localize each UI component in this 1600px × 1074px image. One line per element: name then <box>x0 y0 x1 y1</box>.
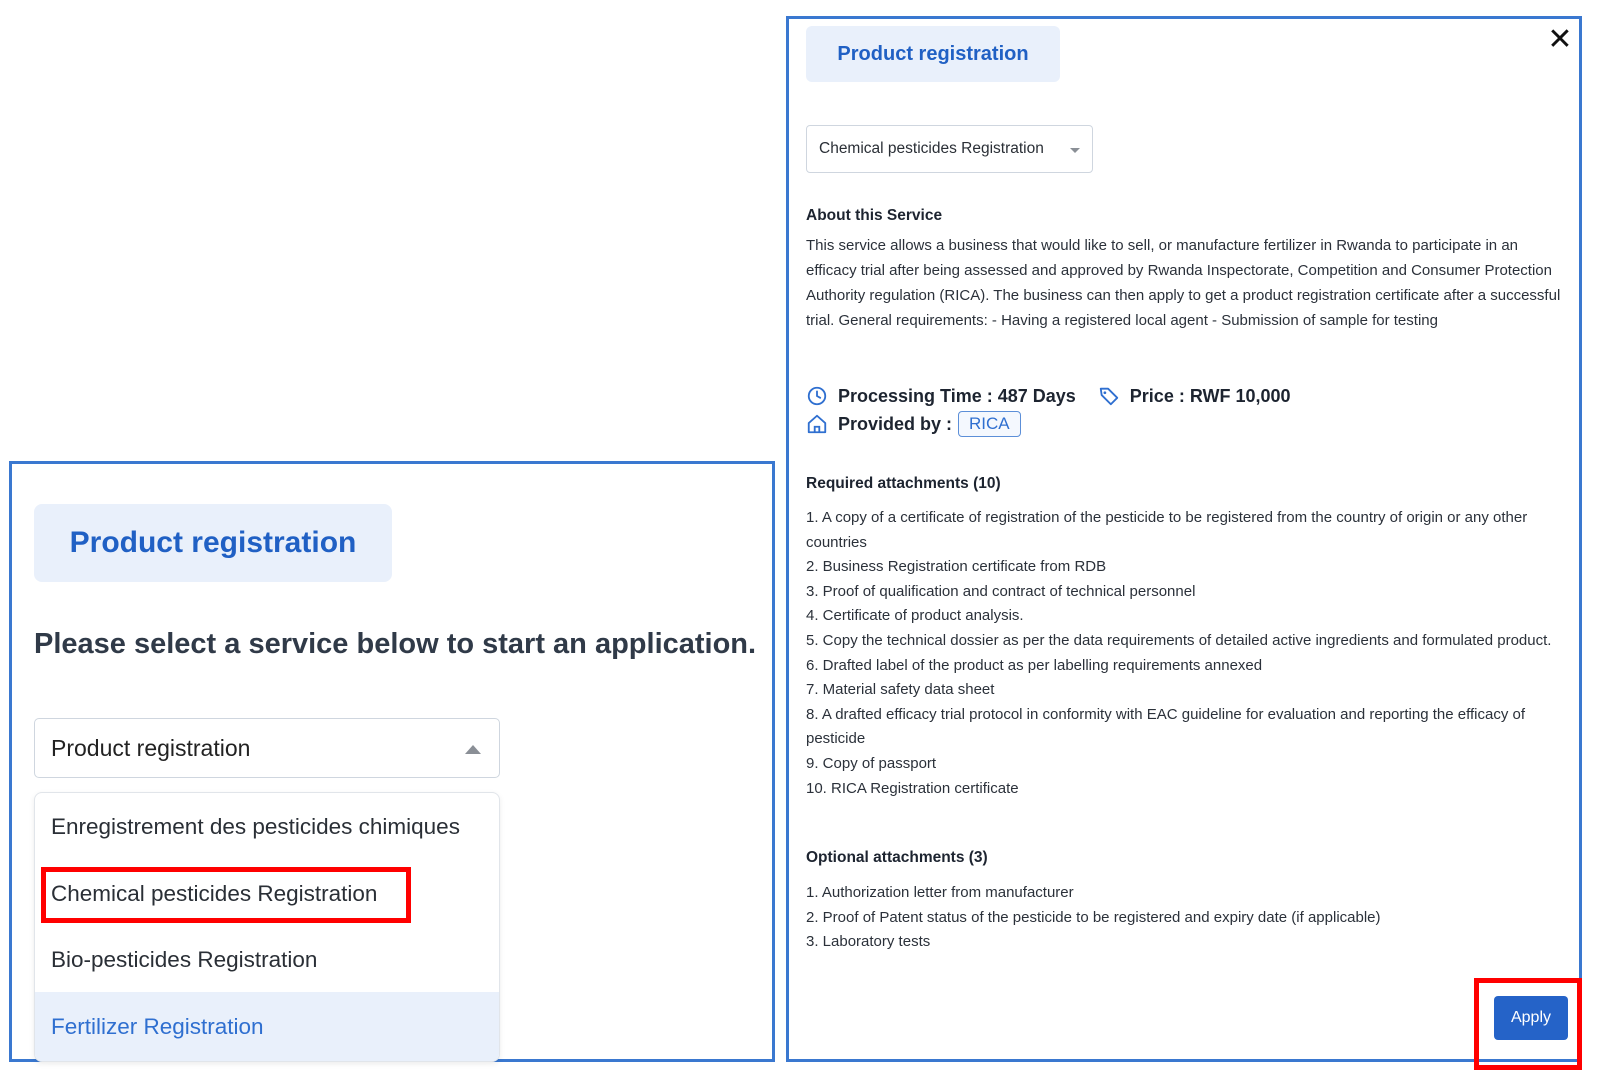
chevron-up-icon <box>465 745 481 754</box>
chevron-down-icon <box>1070 148 1080 153</box>
service-select-value: Chemical pesticides Registration <box>819 140 1044 157</box>
apply-button[interactable]: Apply <box>1494 996 1568 1040</box>
service-dropdown-menu <box>34 792 500 1062</box>
option-bio-pesticides[interactable]: Bio-pesticides Registration <box>51 946 318 972</box>
list-item: 7. Material safety data sheet <box>806 681 995 699</box>
service-meta-row <box>806 385 1291 407</box>
clock-icon <box>806 385 828 407</box>
provider-badge[interactable]: RICA <box>958 411 1021 437</box>
service-detail-modal <box>786 16 1582 1062</box>
list-item: 9. Copy of passport <box>806 754 937 772</box>
required-attachments-heading: Required attachments (10) <box>806 475 1001 492</box>
provided-by-label: Provided by : <box>838 413 953 434</box>
about-text: This service allows a business that would like to sell, or manufacture fertilizer in Rwanda to participate in an efficacy trial after being assessed and approved by Rwanda Inspectorate, Competition and Consumer Protection Authority regulation (RICA). The business can then apply to get a product registration certificate after a successful trial. General requirements: - Having a registered local agent - Submission of sample for testing <box>806 237 1561 329</box>
optional-attachments-heading: Optional attachments (3) <box>806 849 988 866</box>
processing-time: Processing Time : 487 Days <box>838 385 1076 406</box>
price: Price : RWF 10,000 <box>1129 385 1291 406</box>
list-item: 2. Proof of Patent status of the pesticide to be registered and expiry date (if applicable) <box>806 908 1381 926</box>
option-enregistrement-pesticides[interactable]: Enregistrement des pesticides chimiques <box>51 813 460 839</box>
option-fertilizer-registration[interactable]: Fertilizer Registration <box>35 992 499 1062</box>
provider-row <box>806 411 1021 437</box>
service-category-value: Product registration <box>51 734 251 761</box>
modal-title: Product registration <box>806 26 1060 82</box>
list-item: 2. Business Registration certificate from RDB <box>806 558 1107 576</box>
list-item: 1. Authorization letter from manufacturer <box>806 884 1074 901</box>
about-heading: About this Service <box>806 207 943 224</box>
option-chemical-pesticides[interactable]: Chemical pesticides Registration <box>51 880 378 906</box>
service-select[interactable] <box>806 125 1093 173</box>
home-icon <box>806 413 828 435</box>
list-item: 6. Drafted label of the product as per labelling requirements annexed <box>806 656 1263 674</box>
list-item: 5. Copy the technical dossier as per the data requirements of detailed active ingredients and formulated product. <box>806 631 1552 649</box>
service-category-select[interactable] <box>34 718 500 778</box>
page-title: Product registration <box>34 504 392 582</box>
list-item: 10. RICA Registration certificate <box>806 779 1019 797</box>
required-attachments-list <box>806 506 1568 801</box>
list-item: 3. Proof of qualification and contract of technical personnel <box>806 582 1196 600</box>
list-item: 3. Laboratory tests <box>806 933 931 951</box>
service-selection-panel <box>9 461 775 1062</box>
tag-icon <box>1098 385 1120 407</box>
list-item: 8. A drafted efficacy trial protocol in conformity with EAC guideline for evaluation and reporting the efficacy of pesticide <box>806 705 1526 748</box>
list-item: 4. Certificate of product analysis. <box>806 607 1024 625</box>
optional-attachments-list <box>806 881 1568 955</box>
select-service-heading: Please select a service below to start an application. <box>34 628 757 660</box>
list-item: 1. A copy of a certificate of registration of the pesticide to be registered from the country of origin or any other countries <box>806 509 1528 551</box>
close-icon[interactable]: ✕ <box>1547 23 1573 56</box>
